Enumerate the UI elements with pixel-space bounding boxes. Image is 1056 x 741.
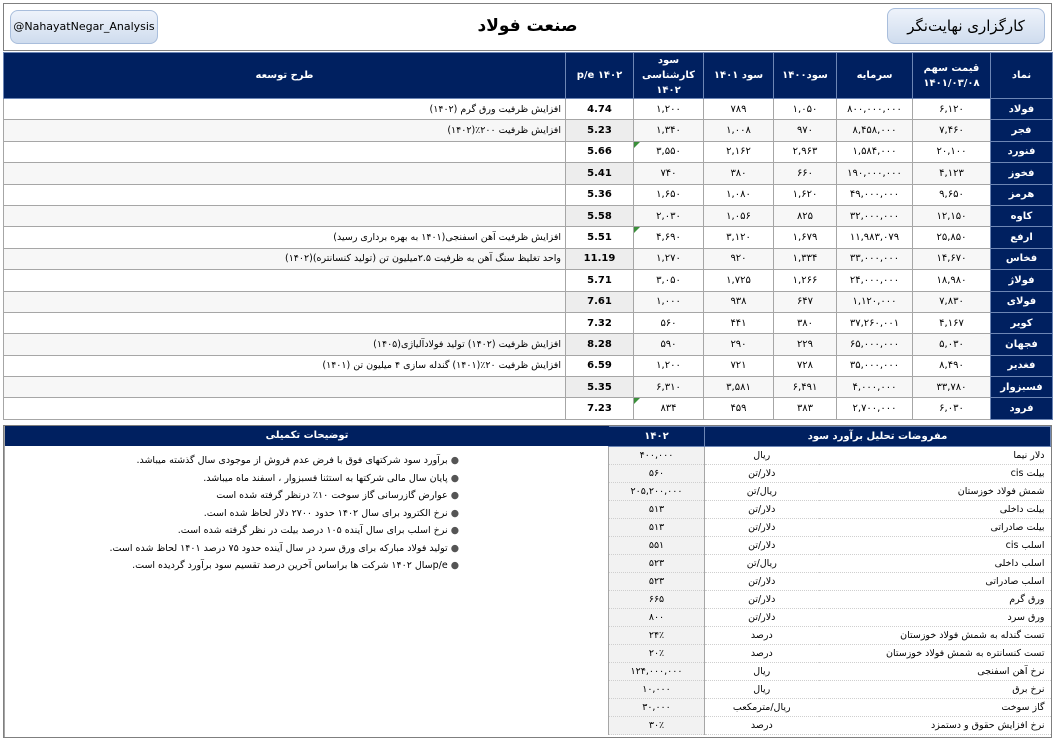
assumption-row xyxy=(609,627,1051,645)
assumption-label: بیلت cis xyxy=(819,465,1051,483)
note-text: تولید فولاد مبارکه برای ورق سرد در سال آینده حدود ۷۵ درصد ۱۴۰۱ لحاظ شده است. xyxy=(109,542,448,554)
symbol-cell: فجر xyxy=(991,120,1053,141)
symbol-cell: فجهان xyxy=(991,334,1053,355)
bullet-icon: ● xyxy=(450,542,459,554)
profit-1400-cell: ۱,۲۶۶ xyxy=(774,270,837,291)
profit-1402-cell: ۶,۳۱۰ xyxy=(634,377,704,398)
symbol-cell: ارفع xyxy=(991,227,1053,248)
price-cell: ۲۰,۱۰۰ xyxy=(913,141,991,162)
development-plan-cell xyxy=(4,163,566,184)
price-cell: ۴,۱۲۳ xyxy=(913,163,991,184)
col-capital: سرمایه xyxy=(837,53,913,99)
symbol-cell: فولای xyxy=(991,291,1053,312)
table-row xyxy=(4,205,1053,226)
assumption-unit: ریال/تن xyxy=(705,483,819,501)
assumption-unit: دلار/تن xyxy=(705,501,819,519)
profit-1400-cell: ۶۶۰ xyxy=(774,163,837,184)
assumption-row xyxy=(609,537,1051,555)
note-text: نرخ اسلب برای سال آینده ۱۰۵ درصد بیلت در نظر گرفته شده است. xyxy=(177,525,448,536)
capital-cell: ۱۹۰,۰۰۰,۰۰۰ xyxy=(837,163,913,184)
capital-cell: ۲۴,۰۰۰,۰۰۰ xyxy=(837,270,913,291)
assumption-unit: ریال xyxy=(705,681,819,699)
pe-cell: 4.74 xyxy=(566,99,634,120)
assumption-row xyxy=(609,483,1051,501)
pe-cell: 5.66 xyxy=(566,141,634,162)
assumption-unit: ریال/تن xyxy=(705,555,819,573)
pe-cell: 5.23 xyxy=(566,120,634,141)
profit-1402-cell: ۱,۶۵۰ xyxy=(634,184,704,205)
assumption-value: ۲۰٪ xyxy=(609,645,705,663)
assumption-row xyxy=(609,501,1051,519)
profit-1402-cell: ۳,۰۵۰ xyxy=(634,270,704,291)
profit-1401-cell: ۳۸۰ xyxy=(704,163,774,184)
assumptions-table xyxy=(608,426,1051,735)
symbol-cell: فخاس xyxy=(991,248,1053,269)
profit-1401-cell: ۴۴۱ xyxy=(704,312,774,333)
profit-1401-cell: ۲,۱۶۲ xyxy=(704,141,774,162)
assumption-unit: درصد xyxy=(705,717,819,735)
pe-cell: 7.23 xyxy=(566,398,634,419)
profit-1401-cell: ۷۲۱ xyxy=(704,355,774,376)
profit-1402-cell: ۵۹۰ xyxy=(634,334,704,355)
assumption-unit: دلار/تن xyxy=(705,537,819,555)
symbol-cell: فسبزوار xyxy=(991,377,1053,398)
bullet-icon: ● xyxy=(450,560,459,571)
assumption-row xyxy=(609,555,1051,573)
capital-cell: ۶۵,۰۰۰,۰۰۰ xyxy=(837,334,913,355)
profit-1400-cell: ۱,۰۵۰ xyxy=(774,99,837,120)
col-symbol: نماد xyxy=(991,53,1053,99)
assumption-row xyxy=(609,663,1051,681)
pe-cell: 5.41 xyxy=(566,163,634,184)
assumption-row xyxy=(609,591,1051,609)
col-profit-1401: سود ۱۴۰۱ xyxy=(704,53,774,99)
capital-cell: ۳۲,۰۰۰,۰۰۰ xyxy=(837,205,913,226)
assumption-value: ۲۰۵,۲۰۰,۰۰۰ xyxy=(609,483,705,501)
profit-1400-cell: ۹۷۰ xyxy=(774,120,837,141)
assumption-label: گاز سوخت xyxy=(819,699,1051,717)
assumptions-year: ۱۴۰۲ xyxy=(609,427,705,447)
note-text: برآورد سود شرکتهای فوق با فرض عدم فروش از موجودی سال گذشته میباشد. xyxy=(136,455,448,466)
table-row xyxy=(4,141,1053,162)
assumption-value: ۳۰,۰۰۰ xyxy=(609,699,705,717)
note-item xyxy=(11,522,459,540)
profit-1401-cell: ۳,۱۲۰ xyxy=(704,227,774,248)
capital-cell: ۳۳,۰۰۰,۰۰۰ xyxy=(837,248,913,269)
table-row xyxy=(4,163,1053,184)
price-cell: ۹,۶۵۰ xyxy=(913,184,991,205)
table-row xyxy=(4,355,1053,376)
assumption-value: ۶۶۵ xyxy=(609,591,705,609)
profit-1402-cell: ۸۳۴ xyxy=(634,398,704,419)
symbol-cell: فولاد xyxy=(991,99,1053,120)
assumption-value: ۱۰,۰۰۰ xyxy=(609,681,705,699)
assumption-value: ۳۰٪ xyxy=(609,717,705,735)
channel-handle[interactable]: @NahayatNegar_Analysis xyxy=(10,10,158,44)
profit-1400-cell: ۳۸۳ xyxy=(774,398,837,419)
profit-1402-cell: ۱,۰۰۰ xyxy=(634,291,704,312)
profit-1401-cell: ۱,۰۰۸ xyxy=(704,120,774,141)
development-plan-cell: واحد تغلیظ سنگ آهن به ظرفیت ۲.۵میلیون تن (تولید کنسانتره)(۱۴۰۲) xyxy=(4,248,566,269)
profit-1402-cell: ۱,۳۴۰ xyxy=(634,120,704,141)
table-row xyxy=(4,248,1053,269)
profit-1400-cell: ۱,۶۷۹ xyxy=(774,227,837,248)
bullet-icon: ● xyxy=(450,472,459,484)
profit-1402-cell: ۳,۵۵۰ xyxy=(634,141,704,162)
capital-cell: ۴,۰۰۰,۰۰۰ xyxy=(837,377,913,398)
price-cell: ۱۴,۶۷۰ xyxy=(913,248,991,269)
assumption-row xyxy=(609,465,1051,483)
assumption-value: ۵۲۳ xyxy=(609,555,705,573)
price-cell: ۷,۴۶۰ xyxy=(913,120,991,141)
table-row xyxy=(4,377,1053,398)
capital-cell: ۴۹,۰۰۰,۰۰۰ xyxy=(837,184,913,205)
profit-1401-cell: ۳,۵۸۱ xyxy=(704,377,774,398)
assumption-unit: ریال xyxy=(705,663,819,681)
profit-1400-cell: ۱,۳۳۴ xyxy=(774,248,837,269)
pe-cell: 8.28 xyxy=(566,334,634,355)
assumption-value: ۵۱۳ xyxy=(609,501,705,519)
assumption-row xyxy=(609,573,1051,591)
profit-1400-cell: ۸۲۵ xyxy=(774,205,837,226)
assumption-label: اسلب cis xyxy=(819,537,1051,555)
assumption-unit: دلار/تن xyxy=(705,591,819,609)
assumption-value: ۴۰۰,۰۰۰ xyxy=(609,447,705,465)
symbol-cell: کویر xyxy=(991,312,1053,333)
assumption-value: ۱۲۴,۰۰۰,۰۰۰ xyxy=(609,663,705,681)
assumption-value: ۵۱۳ xyxy=(609,519,705,537)
assumption-unit: ریال/مترمکعب xyxy=(705,699,819,717)
assumption-label: اسلب داخلی xyxy=(819,555,1051,573)
capital-cell: ۸۰۰,۰۰۰,۰۰۰ xyxy=(837,99,913,120)
assumption-value: ۵۶۰ xyxy=(609,465,705,483)
assumptions-body xyxy=(609,447,1051,735)
development-plan-cell xyxy=(4,205,566,226)
assumption-label: ورق سرد xyxy=(819,609,1051,627)
assumption-label: بیلت داخلی xyxy=(819,501,1051,519)
price-cell: ۳۳,۷۸۰ xyxy=(913,377,991,398)
steel-companies-table xyxy=(3,52,1053,420)
col-price: قیمت سهم ۱۴۰۱/۰۳/۰۸ xyxy=(913,53,991,99)
bottom-section xyxy=(3,425,1052,738)
bullet-icon: ● xyxy=(450,490,459,501)
table-row xyxy=(4,312,1053,333)
profit-1400-cell: ۳۸۰ xyxy=(774,312,837,333)
development-plan-cell: افزایش ظرفیت ۲۰۰٪(۱۴۰۲) xyxy=(4,120,566,141)
price-cell: ۸,۴۹۰ xyxy=(913,355,991,376)
notes-title: توضیحات تکمیلی xyxy=(5,426,609,446)
pe-cell: 7.61 xyxy=(566,291,634,312)
pe-cell: 7.32 xyxy=(566,312,634,333)
assumptions-title: مفروضات تحلیل برآورد سود xyxy=(705,427,1051,447)
price-cell: ۴,۱۶۷ xyxy=(913,312,991,333)
symbol-cell: فخوز xyxy=(991,163,1053,184)
capital-cell: ۱۱,۹۸۳,۰۷۹ xyxy=(837,227,913,248)
note-text: عوارض گازرسانی گاز سوخت ۱۰٪ درنظر گرفته شده است xyxy=(216,490,448,501)
profit-1400-cell: ۶۴۷ xyxy=(774,291,837,312)
table-header-row xyxy=(4,53,1053,99)
table-row xyxy=(4,334,1053,355)
assumption-unit: دلار/تن xyxy=(705,465,819,483)
profit-1401-cell: ۱,۰۵۶ xyxy=(704,205,774,226)
assumption-row xyxy=(609,645,1051,663)
profit-1402-cell: ۲,۰۳۰ xyxy=(634,205,704,226)
pe-cell: 5.35 xyxy=(566,377,634,398)
table-body xyxy=(4,99,1053,420)
note-item xyxy=(11,470,459,488)
price-cell: ۶,۰۳۰ xyxy=(913,398,991,419)
profit-1401-cell: ۹۳۸ xyxy=(704,291,774,312)
development-plan-cell xyxy=(4,312,566,333)
pe-cell: 5.36 xyxy=(566,184,634,205)
profit-1401-cell: ۷۸۹ xyxy=(704,99,774,120)
assumption-row xyxy=(609,717,1051,735)
broker-name[interactable]: کارگزاری نهایت‌نگر xyxy=(887,8,1045,44)
assumption-row xyxy=(609,699,1051,717)
assumption-unit: ریال xyxy=(705,447,819,465)
price-cell: ۲۵,۸۵۰ xyxy=(913,227,991,248)
symbol-cell: هرمز xyxy=(991,184,1053,205)
assumption-row xyxy=(609,519,1051,537)
notes-panel xyxy=(4,426,609,737)
profit-1400-cell: ۷۲۸ xyxy=(774,355,837,376)
assumption-value: ۸۰۰ xyxy=(609,609,705,627)
assumption-row xyxy=(609,609,1051,627)
table-row xyxy=(4,99,1053,120)
assumption-unit: درصد xyxy=(705,645,819,663)
profit-1402-cell: ۵۶۰ xyxy=(634,312,704,333)
capital-cell: ۳۵,۰۰۰,۰۰۰ xyxy=(837,355,913,376)
col-profit-1402: سود کارشناسی ۱۴۰۲ xyxy=(634,53,704,99)
note-text: نرخ الکترود برای سال ۱۴۰۲ حدود ۲۷۰۰ دلار لحاظ شده است. xyxy=(203,507,448,519)
profit-1402-cell: ۱,۲۷۰ xyxy=(634,248,704,269)
assumption-unit: دلار/تن xyxy=(705,573,819,591)
assumption-label: ورق گرم xyxy=(819,591,1051,609)
pe-cell: 5.51 xyxy=(566,227,634,248)
assumption-value: ۵۵۱ xyxy=(609,537,705,555)
assumption-label: نرخ آهن اسفنجی xyxy=(819,663,1051,681)
note-text: پایان سال مالی شرکتها به استثنا فسبزوار ، اسفند ماه میباشد. xyxy=(203,472,448,484)
price-cell: ۶,۱۲۰ xyxy=(913,99,991,120)
capital-cell: ۲,۷۰۰,۰۰۰ xyxy=(837,398,913,419)
assumption-unit: دلار/تن xyxy=(705,609,819,627)
table-row xyxy=(4,120,1053,141)
page-title: صنعت فولاد xyxy=(477,16,578,36)
symbol-cell: فغدیر xyxy=(991,355,1053,376)
pe-cell: 5.58 xyxy=(566,205,634,226)
profit-1401-cell: ۱,۷۲۵ xyxy=(704,270,774,291)
symbol-cell: فولاژ xyxy=(991,270,1053,291)
note-item xyxy=(11,487,459,505)
table-row xyxy=(4,398,1053,419)
development-plan-cell: افزایش ظرفیت ورق گرم (۱۴۰۲) xyxy=(4,99,566,120)
assumption-row xyxy=(609,447,1051,465)
profit-1400-cell: ۲۲۹ xyxy=(774,334,837,355)
profit-1401-cell: ۱,۰۸۰ xyxy=(704,184,774,205)
assumption-label: دلار نیما xyxy=(819,447,1051,465)
price-cell: ۱۲,۱۵۰ xyxy=(913,205,991,226)
assumption-row xyxy=(609,681,1051,699)
price-cell: ۷,۸۳۰ xyxy=(913,291,991,312)
profit-1401-cell: ۹۲۰ xyxy=(704,248,774,269)
note-item xyxy=(11,452,459,470)
symbol-cell: فرود xyxy=(991,398,1053,419)
assumption-unit: دلار/تن xyxy=(705,519,819,537)
header-bar xyxy=(3,3,1052,51)
assumption-label: شمش فولاد خوزستان xyxy=(819,483,1051,501)
profit-1400-cell: ۱,۶۲۰ xyxy=(774,184,837,205)
pe-cell: 6.59 xyxy=(566,355,634,376)
assumption-label: نرخ افزایش حقوق و دستمزد xyxy=(819,717,1051,735)
table-row xyxy=(4,227,1053,248)
capital-cell: ۳۷,۲۶۰,۰۰۱ xyxy=(837,312,913,333)
table-row xyxy=(4,291,1053,312)
col-development-plan: طرح توسعه xyxy=(4,53,566,99)
development-plan-cell xyxy=(4,141,566,162)
development-plan-cell xyxy=(4,398,566,419)
symbol-cell: کاوه xyxy=(991,205,1053,226)
note-text: p/eسال ۱۴۰۲ شرکت ها براساس آخرین درصد تقسیم سود برآورد گردیده است. xyxy=(132,560,448,571)
symbol-cell: فنورد xyxy=(991,141,1053,162)
note-item xyxy=(11,505,459,523)
bullet-icon: ● xyxy=(450,507,459,519)
profit-1402-cell: ۱,۲۰۰ xyxy=(634,99,704,120)
capital-cell: ۱,۱۲۰,۰۰۰ xyxy=(837,291,913,312)
price-cell: ۱۸,۹۸۰ xyxy=(913,270,991,291)
notes-list xyxy=(5,446,609,575)
assumption-label: تست کنسانتره به شمش فولاد خوزستان xyxy=(819,645,1051,663)
assumption-label: نرخ برق xyxy=(819,681,1051,699)
bullet-icon: ● xyxy=(450,525,459,536)
assumption-label: اسلب صادراتی xyxy=(819,573,1051,591)
profit-1401-cell: ۲۹۰ xyxy=(704,334,774,355)
profit-1400-cell: ۶,۴۹۱ xyxy=(774,377,837,398)
pe-cell: 11.19 xyxy=(566,248,634,269)
development-plan-cell: افزایش ظرفیت (۱۴۰۲) تولید فولادآلیاژی(۱۴۰۵) xyxy=(4,334,566,355)
development-plan-cell xyxy=(4,377,566,398)
col-pe-1402: p/e ۱۴۰۲ xyxy=(566,53,634,99)
assumption-value: ۵۲۳ xyxy=(609,573,705,591)
assumption-label: تست گندله به شمش فولاد خوزستان xyxy=(819,627,1051,645)
capital-cell: ۸,۴۵۸,۰۰۰ xyxy=(837,120,913,141)
assumptions-header-row xyxy=(609,427,1051,447)
table-row xyxy=(4,184,1053,205)
capital-cell: ۱,۵۸۴,۰۰۰ xyxy=(837,141,913,162)
development-plan-cell: افزایش ظرفیت آهن اسفنجی(۱۴۰۱ به بهره برداری رسید) xyxy=(4,227,566,248)
assumption-value: ۲۴٪ xyxy=(609,627,705,645)
pe-cell: 5.71 xyxy=(566,270,634,291)
profit-1400-cell: ۲,۹۶۳ xyxy=(774,141,837,162)
col-profit-1400: سود۱۴۰۰ xyxy=(774,53,837,99)
development-plan-cell xyxy=(4,291,566,312)
profit-1401-cell: ۴۵۹ xyxy=(704,398,774,419)
development-plan-cell xyxy=(4,184,566,205)
note-item xyxy=(11,540,459,558)
price-cell: ۵,۰۳۰ xyxy=(913,334,991,355)
table-row xyxy=(4,270,1053,291)
bullet-icon: ● xyxy=(450,455,459,466)
profit-1402-cell: ۷۴۰ xyxy=(634,163,704,184)
profit-1402-cell: ۴,۶۹۰ xyxy=(634,227,704,248)
development-plan-cell xyxy=(4,270,566,291)
note-item xyxy=(11,557,459,575)
profit-1402-cell: ۱,۲۰۰ xyxy=(634,355,704,376)
assumption-label: بیلت صادراتی xyxy=(819,519,1051,537)
assumption-unit: درصد xyxy=(705,627,819,645)
development-plan-cell: افزایش ظرفیت ۲۰٪(۱۴۰۱) گندله سازی ۴ میلیون تن (۱۴۰۱) xyxy=(4,355,566,376)
